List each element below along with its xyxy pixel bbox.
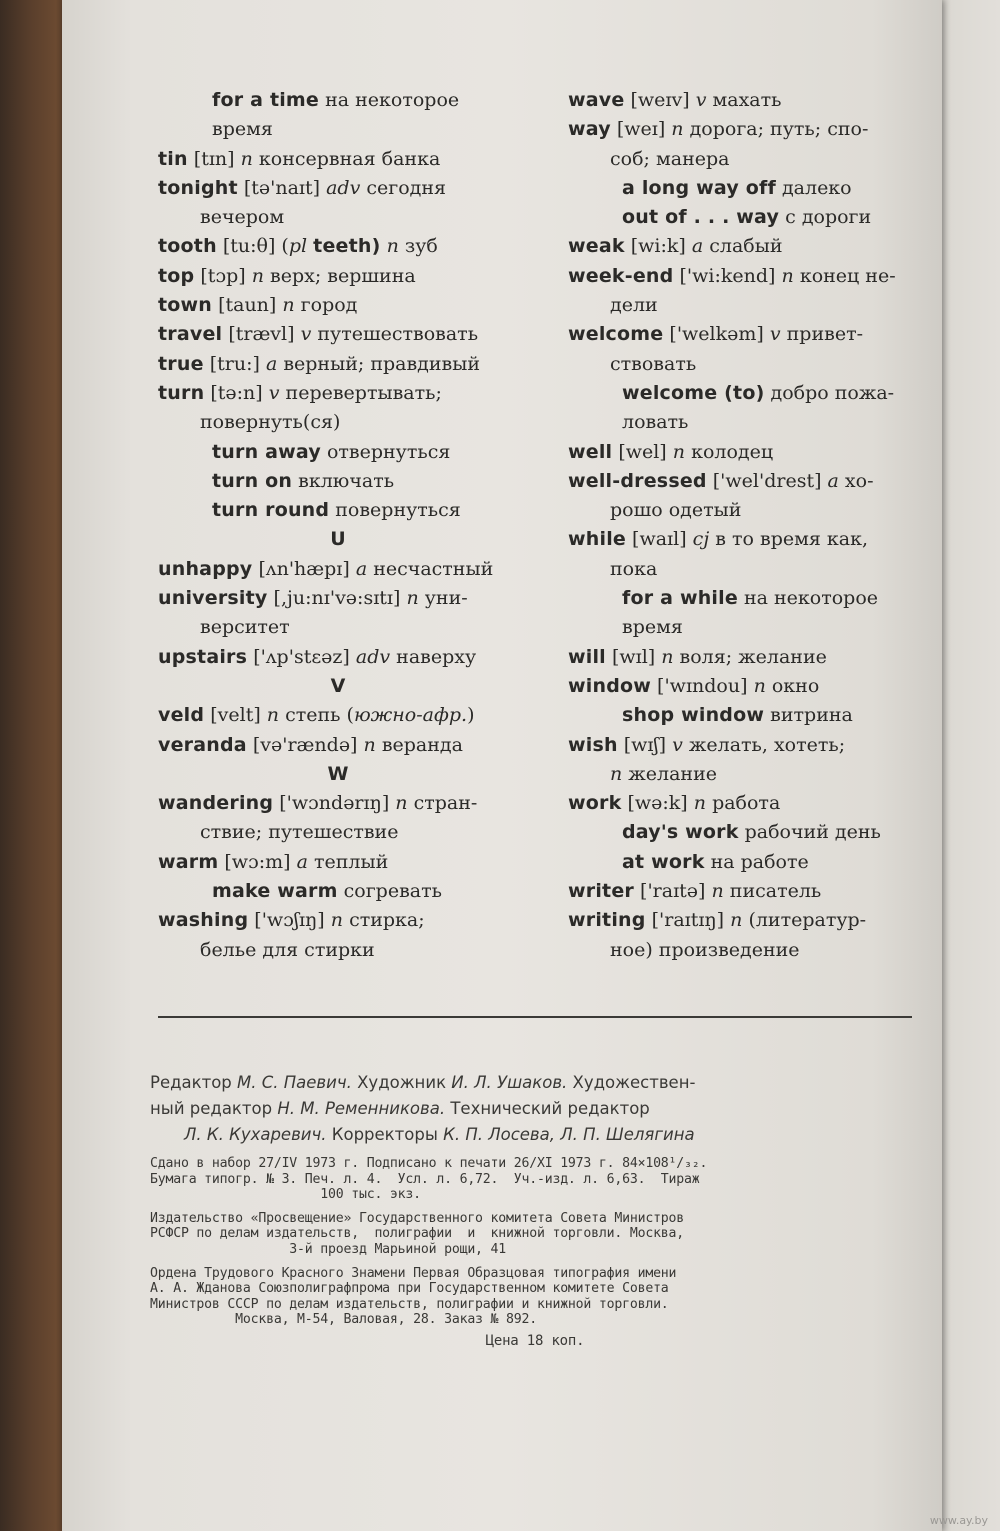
translation: наверху [396,645,477,668]
transcription: [və'rændə] [252,733,358,756]
translation: работа [712,792,781,815]
headword: writer [568,880,634,903]
transcription: [weɪv] [630,89,690,111]
headword: well [568,440,613,463]
watermark: www.ay.by [929,1514,988,1527]
usage-label: южно-афр. [353,704,468,727]
transcription: ['wɔʃɪŋ] [254,909,325,932]
translation: ствие; путешествие [200,821,399,844]
translation: воля; желание [679,645,827,668]
translation: верх; вершина [270,264,416,287]
translation-continued [158,203,518,232]
transcription: [taun] [218,294,277,317]
part-of-speech: n [386,235,399,258]
translation: включать [298,469,395,492]
phrase-entry [158,467,518,496]
phrase-entry [158,877,518,906]
transcription: [wɪl] [611,645,656,668]
translation-continued [158,936,518,965]
section-letter: V [330,674,346,697]
headword: well-dressed [568,469,707,492]
transcription: [waɪl] [632,528,687,551]
dictionary-entry [158,848,518,877]
headword: tonight [158,176,238,199]
proofreaders-names: К. П. Лосева, Л. П. Шелягина [443,1125,695,1144]
phrase-entry [568,379,930,438]
wooden-table-edge [0,0,70,1531]
dictionary-entry [158,232,518,261]
headword: travel [158,323,223,346]
dictionary-entry [158,643,518,672]
part-of-speech: n [240,147,253,170]
headword: tin [158,147,188,170]
headword: wave [568,89,625,111]
part-of-speech: v [769,323,781,346]
phrase-entry [568,584,930,643]
headword: top [158,264,195,287]
part-of-speech: a [691,235,704,258]
transcription: [tə:n] [210,381,263,404]
transcription: ['ʌp'stɛəz] [253,645,350,668]
translation: добро пожа- [770,381,895,404]
credits-line [150,1096,920,1122]
part-of-speech: adv [326,176,361,199]
translation: ное) произведение [610,938,800,961]
dictionary-entry [158,291,518,320]
translation: ловать [622,411,689,434]
headword: veld [158,704,205,727]
headword: tooth [158,235,217,258]
transcription: ['welkəm] [669,323,764,346]
part-of-speech: n [330,909,344,932]
phrase-entry [568,174,930,203]
translation: зуб [404,235,438,258]
translation: (литератур- [748,909,867,932]
translation: конец не- [799,264,896,287]
part-of-speech: adv [355,645,391,668]
credits-text: Технический редактор [445,1099,650,1118]
headword: while [568,528,626,551]
transcription: ['wel'drest] [712,469,822,492]
part-of-speech: cj [692,528,710,551]
transcription: ['wɪndou] [657,674,748,697]
headword: turn round [212,499,330,522]
translation: рабочий день [744,821,881,844]
translation: витрина [770,704,853,727]
transcription: [tru:] [209,352,260,375]
headword: wandering [158,792,274,815]
part-of-speech: n [711,880,724,903]
headword: make warm [212,880,338,903]
translation-continued [568,496,930,525]
translation: теплый [313,850,389,873]
translation: окно [771,674,820,697]
tech-editor-name: Л. К. Кухаревич. [184,1125,327,1144]
translation: соб; манера [610,147,730,170]
translation: на некоторое [743,587,879,610]
translation: город [300,294,358,317]
part-of-speech: v [300,323,312,346]
dictionary-entry [568,877,930,906]
phrase-entry [568,848,930,877]
section-letter: U [330,528,346,551]
translation-continued [158,613,518,642]
printer-info: Ордена Трудового Красного Знамени Первая Образцовая типография имени А. А. Жданова Союзполиграфпрома при Государственном комитете Совета Министров СССР по делам издательств, полиграфии и книжной торговли. Москва, М-54, Валовая, 28. Заказ № 892. [150,1265,677,1328]
translation-continued [622,613,930,642]
transcription: [tɪn] [193,147,235,170]
headword: welcome [568,323,664,346]
translation: дорога; путь; спо- [689,118,869,141]
part-of-speech: n [282,294,295,317]
artist-name: И. Л. Ушаков. [451,1073,568,1092]
dictionary-entry [158,789,518,848]
headword: day's work [622,821,739,844]
part-of-speech: a [355,557,368,580]
headword-form: teeth) [313,235,381,258]
part-of-speech: n [395,792,408,815]
dictionary-entry [568,438,930,467]
headword: turn away [212,440,321,463]
part-of-speech: n [661,645,674,668]
headword: window [568,674,651,697]
transcription: [wel] [618,440,667,463]
translation: время [212,118,273,141]
part-of-speech: n [730,909,743,932]
price: Цена 18 коп. [485,1332,585,1349]
credits-line [150,1122,920,1148]
transcription: [wə:k] [627,792,688,815]
transcription: [,ju:nɪ'və:sɪtɪ] [273,587,401,610]
headword: writing [568,909,646,932]
part-of-speech: v [672,733,683,756]
grammar-note: pl [288,235,308,258]
headword: weak [568,235,625,258]
headword: work [568,792,622,815]
phrase-entry [568,818,930,847]
dictionary-entry [568,86,930,115]
editor-name: М. С. Паевич. [237,1073,352,1092]
dictionary-entry [568,789,930,818]
headword: for a time [212,89,320,111]
translation: с дороги [785,206,872,229]
headword: at work [622,850,705,873]
translation: веранда [381,733,463,756]
transcription: [tə'naɪt] [243,176,321,199]
part-of-speech: a [827,469,839,492]
credits-text: Художествен- [567,1073,696,1092]
translation: перевертывать; [285,381,442,404]
translation-continued [622,408,930,437]
headword: true [158,352,204,375]
credits-text: ный редактор [150,1099,278,1118]
separator-rule [158,1016,912,1018]
translation: верситет [200,616,290,639]
translation: пока [610,557,658,580]
part-of-speech: n [781,264,794,287]
translation: привет- [786,323,864,346]
translation: сегодня [366,176,447,199]
transcription: [tɔp] [200,264,246,287]
headword: for a while [622,587,738,610]
translation-continued [158,818,518,847]
dictionary-entry [568,467,930,526]
dictionary-entry [568,320,930,379]
translation: повернуть(ся) [200,411,341,434]
dictionary-entry [158,350,518,379]
dictionary-entry [568,115,930,174]
translation: писатель [729,880,822,903]
part-of-speech: n [671,118,684,141]
dictionary-column-right [568,86,930,965]
art-editor-name: Н. М. Ременникова. [277,1099,446,1118]
headword: turn on [212,469,293,492]
headword: town [158,294,213,317]
translation: ствовать [610,352,697,375]
dictionary-entry [158,379,518,438]
transcription: [ʌn'hæpɪ] [258,557,350,580]
transcription: [weɪ] [616,118,666,141]
translation: степь ( [285,704,354,727]
section-letter: W [327,762,349,785]
translation: далеко [781,176,852,199]
part-of-speech: n [693,792,707,815]
translation: рошо одетый [610,499,742,522]
translation-continued [568,760,930,789]
translation: на некоторое [325,89,460,111]
translation-continued [568,936,930,965]
headword: welcome (to) [622,381,765,404]
part-of-speech: v [268,381,280,404]
headword: out of . . . way [622,206,780,229]
part-of-speech: n [363,733,376,756]
translation: на работе [710,850,809,873]
translation: махать [712,89,782,111]
headword: week-end [568,264,674,287]
credits-text: Художник [351,1073,452,1092]
dictionary-entry [568,731,930,790]
transcription: [wɔ:m] [224,850,291,873]
transcription: [velt] [210,704,261,727]
headword: unhappy [158,557,253,580]
dictionary-column-left [158,86,518,965]
dictionary-entry [568,672,930,701]
translation: время [622,616,683,639]
headword: washing [158,909,249,932]
translation-continued [158,408,518,437]
headword: wish [568,733,618,756]
credits-text: Редактор [150,1073,238,1092]
credits [150,1070,920,1148]
translation: вечером [200,206,285,229]
translation: в то время как, [715,528,869,551]
printing-details: Сдано в набор 27/IV 1973 г. Подписано к печати 26/XI 1973 г. 84×108¹/₃₂. Бумага типогр. № 3. Печ. л. 4. Усл. л. 6,72. Уч.-изд. л. 6,63. Тираж 100 тыс. экз. [150,1156,708,1203]
headword: a long way off [622,176,776,199]
dictionary-entry [158,174,518,233]
translation: уни- [424,587,468,610]
part-of-speech: a [296,850,308,873]
headword: upstairs [158,645,248,668]
translation-continued [568,291,930,320]
translation: несчастный [373,557,494,580]
translation: ) [467,704,475,727]
headword: turn [158,381,205,404]
headword: veranda [158,733,247,756]
dictionary-entry [568,525,930,584]
transcription: ['raɪtə] [640,880,706,903]
dictionary-entry [568,906,930,965]
dictionary-entry [158,555,518,584]
credits-line [150,1070,920,1096]
headword: shop window [622,704,765,727]
phrase-entry [568,203,930,232]
transcription: [wɪʃ] [623,733,667,756]
translation: консервная банка [258,147,441,170]
translation: стран- [413,792,478,815]
dictionary-entry [568,232,930,261]
translation: путешествовать [317,323,479,346]
translation: желать, хотеть; [688,733,846,756]
translation: стирка; [349,909,425,932]
transcription: ['raɪtɪŋ] [651,909,725,932]
translation: желание [628,762,717,785]
dictionary-entry [158,701,518,730]
part-of-speech: v [695,89,707,111]
headword: university [158,587,268,610]
dictionary-entry [158,145,518,174]
part-of-speech: a [265,352,278,375]
translation: верный; правдивый [283,352,481,375]
part-of-speech: n [266,704,280,727]
part-of-speech: n [406,587,419,610]
translation: хо- [844,469,874,492]
transcription: [trævl] [228,323,295,346]
dictionary-entry [158,906,518,965]
dictionary-entry [158,584,518,643]
translation: колодец [691,440,774,463]
part-of-speech: n [672,440,686,463]
translation: слабый [709,235,783,258]
translation: отвернуться [326,440,451,463]
translation: дели [610,294,658,317]
translation-continued [568,350,930,379]
transcription: [tu:θ] ( [222,235,289,258]
translation-continued [212,115,518,144]
translation-continued [568,555,930,584]
headword: will [568,645,606,668]
dictionary-entry [158,320,518,349]
transcription: ['wi:kend] [679,264,776,287]
phrase-entry [568,701,930,730]
publisher-info: Издательство «Просвещение» Государственного комитета Совета Министров РСФСР по делам издательств, полиграфии и книжной торговли. Москва, 3-й проезд Марьиной рощи, 41 [150,1210,685,1257]
headword: way [568,118,611,141]
phrase-entry [158,496,518,525]
dictionary-entry [158,262,518,291]
phrase-entry [158,86,518,145]
dictionary-entry [158,731,518,760]
credits-text: Корректоры [326,1125,444,1144]
transcription: ['wɔndərɪŋ] [279,792,390,815]
translation-continued [568,145,930,174]
phrase-entry [158,438,518,467]
dictionary-entry [568,262,930,321]
dictionary-entry [568,643,930,672]
transcription: [wi:k] [630,235,686,258]
translation: повернуться [335,499,461,522]
headword: warm [158,850,219,873]
part-of-speech: n [251,264,264,287]
imprint-block [150,1070,920,1350]
translation: согревать [343,880,442,903]
part-of-speech: n [610,762,623,785]
translation: белье для стирки [200,938,375,961]
part-of-speech: n [753,674,766,697]
